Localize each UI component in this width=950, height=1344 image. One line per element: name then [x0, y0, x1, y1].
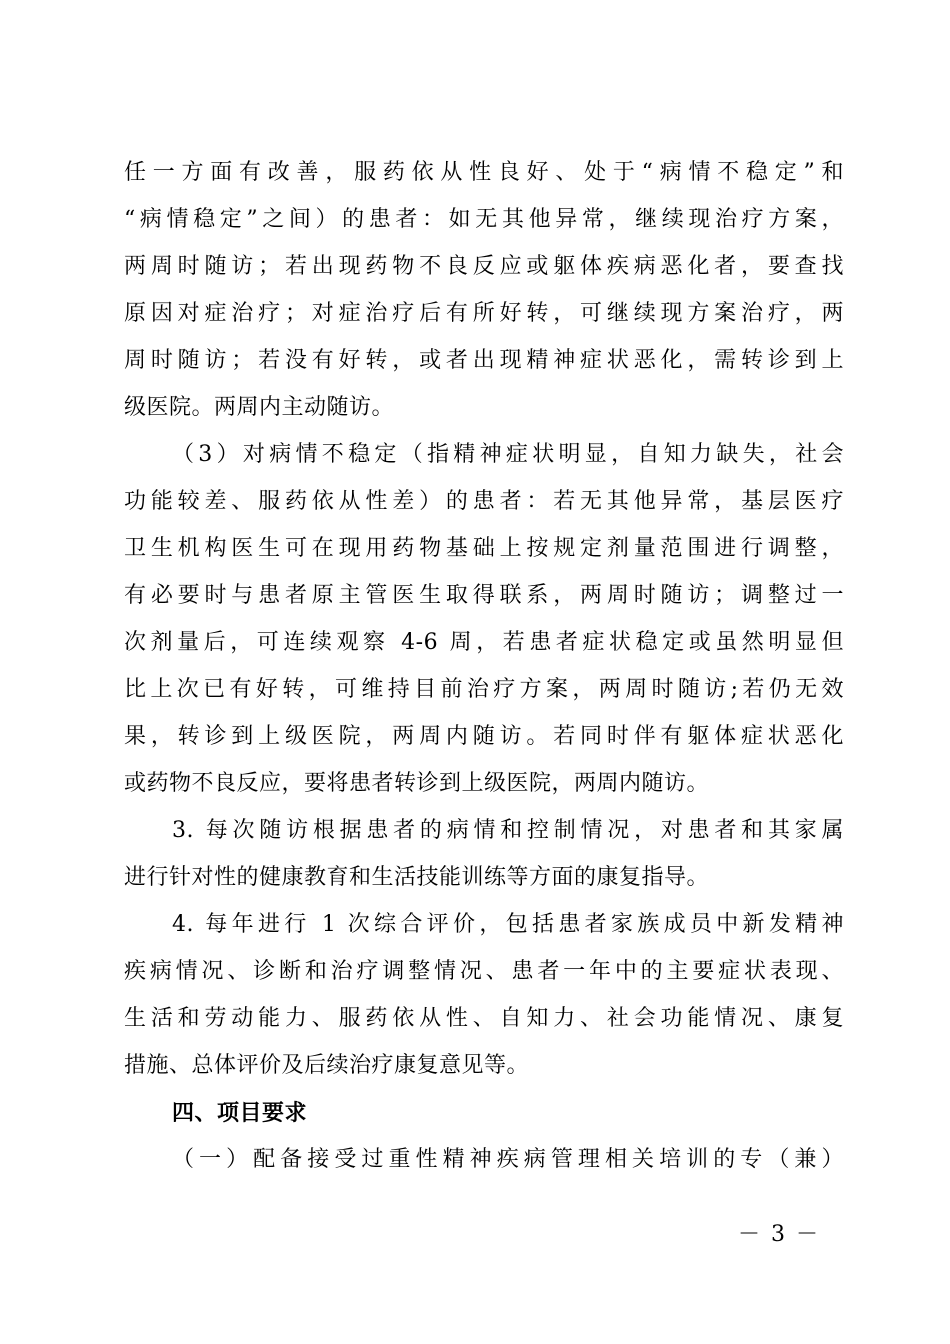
- page-number: － 3 －: [738, 1222, 820, 1247]
- body-line: 生活和劳动能力、服药依从性、自知力、社会功能情况、康复: [124, 1006, 844, 1031]
- body-line: 原因对症治疗；对症治疗后有所好转，可继续现方案治疗，两: [124, 301, 844, 326]
- body-line: 任一方面有改善，服药依从性良好、处于“病情不稳定”和: [124, 160, 844, 185]
- body-line: 疾病情况、诊断和治疗调整情况、患者一年中的主要症状表现、: [124, 959, 844, 984]
- body-line: 比上次已有好转，可维持目前治疗方案，两周时随访;若仍无效: [124, 677, 844, 702]
- body-line: 功能较差、服药依从性差）的患者：若无其他异常，基层医疗: [124, 489, 844, 514]
- body-line: 周时随访；若没有好转，或者出现精神症状恶化，需转诊到上: [124, 348, 844, 373]
- body-line: 两周时随访；若出现药物不良反应或躯体疾病恶化者，要查找: [124, 254, 844, 279]
- body-line: 果，转诊到上级医院，两周内随访。若同时伴有躯体症状恶化: [124, 724, 844, 749]
- body-line: 卫生机构医生可在现用药物基础上按规定剂量范围进行调整，: [124, 536, 844, 561]
- body-line: 3. 每次随访根据患者的病情和控制情况，对患者和其家属: [172, 818, 844, 843]
- body-line: 有必要时与患者原主管医生取得联系，两周时随访；调整过一: [124, 583, 844, 608]
- body-line: 次剂量后，可连续观察 4-6 周，若患者症状稳定或虽然明显但: [124, 630, 844, 655]
- body-line: （一）配备接受过重性精神疾病管理相关培训的专（兼）: [172, 1147, 844, 1172]
- section-heading: 四、项目要求: [172, 1100, 308, 1126]
- body-line: 或药物不良反应，要将患者转诊到上级医院，两周内随访。: [124, 771, 710, 796]
- body-line: 进行针对性的健康教育和生活技能训练等方面的康复指导。: [124, 865, 710, 890]
- body-line: 措施、总体评价及后续治疗康复意见等。: [124, 1053, 530, 1078]
- body-line: 级医院。两周内主动随访。: [124, 395, 395, 420]
- body-line: “病情稳定”之间）的患者：如无其他异常，继续现治疗方案，: [124, 207, 844, 232]
- body-line: （3）对病情不稳定（指精神症状明显，自知力缺失，社会: [172, 442, 844, 467]
- body-line: 4. 每年进行 1 次综合评价，包括患者家族成员中新发精神: [172, 912, 844, 937]
